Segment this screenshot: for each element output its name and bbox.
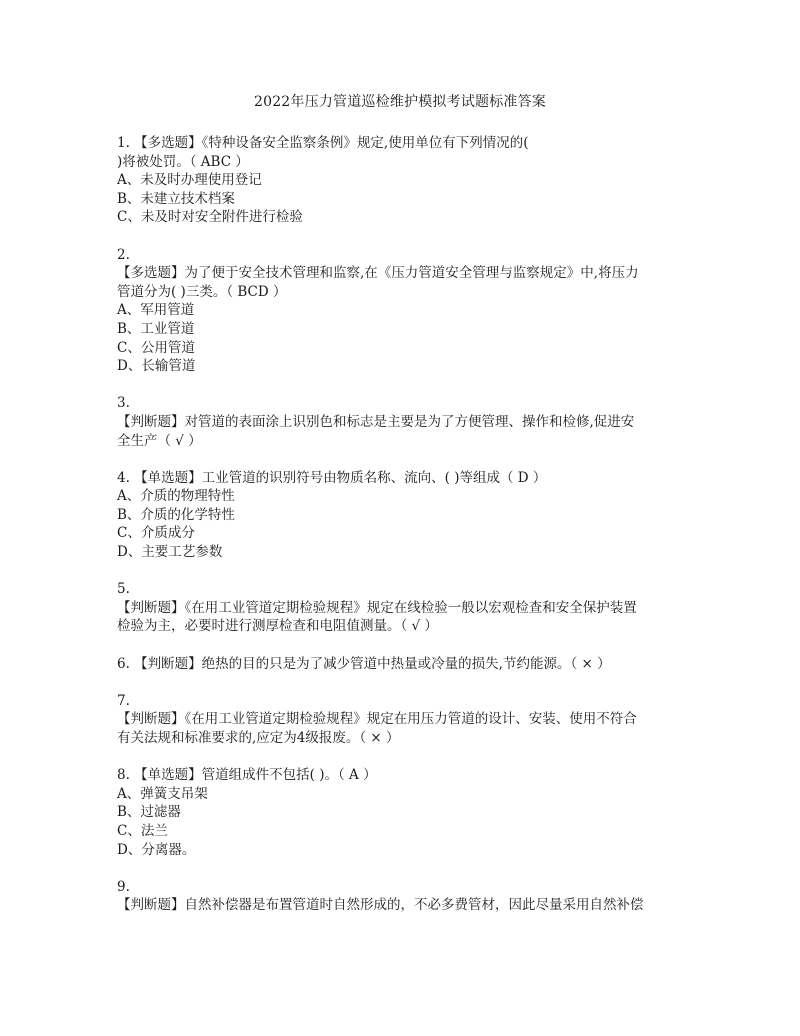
question-text: 管道分为( )三类。（ BCD ） <box>117 283 287 300</box>
question-text: 【判断题】《在用工业管道定期检验规程》规定在线检验一般以宏观检查和安全保护装置 <box>117 599 637 616</box>
option-b: B、未建立技术档案 <box>117 190 235 207</box>
question-text: 1. 【多选题】《特种设备安全监察条例》规定,使用单位有下列情况的( <box>117 135 529 151</box>
question-number: 9. <box>117 878 130 895</box>
option-c: C、介质成分 <box>117 525 195 542</box>
option-c: C、公用管道 <box>117 339 195 356</box>
question-text: 检验为主，必要时进行测厚检查和电阻值测量。（ √ ） <box>117 618 438 635</box>
question-6 <box>117 655 687 674</box>
option-a: A、未及时办理使用登记 <box>117 172 262 189</box>
document-title: 2022年压力管道巡检维护模拟考试题标准答案 <box>253 94 547 110</box>
question-4 <box>117 469 687 562</box>
question-number: 7. <box>117 692 130 709</box>
option-c: C、法兰 <box>117 822 168 839</box>
question-number: 2. <box>117 246 130 263</box>
question-text: 6. 【判断题】绝热的目的只是为了减少管道中热量或冷量的损失,节约能源。（ × ） <box>117 655 611 672</box>
option-b: B、过滤器 <box>117 804 181 821</box>
question-text: 8. 【单选题】管道组成件不包括( )。（ A ） <box>117 767 377 784</box>
option-b: B、工业管道 <box>117 320 195 337</box>
option-a: A、军用管道 <box>117 302 195 319</box>
question-text: 4. 【单选题】工业管道的识别符号由物质名称、流向、( )等组成（ D ） <box>117 469 547 486</box>
question-text: 【判断题】对管道的表面涂上识别色和标志是主要是为了方便管理、操作和检修,促进安 <box>117 413 635 430</box>
question-1 <box>117 134 687 227</box>
question-text: 有关法规和标准要求的,应定为4级报废。（ × ） <box>117 730 400 746</box>
question-text: 全生产（ √ ） <box>117 432 202 449</box>
question-text: 【判断题】《在用工业管道定期检验规程》规定在用压力管道的设计、安装、使用不符合 <box>117 711 637 728</box>
question-text: 【多选题】为了便于安全技术管理和监察,在《压力管道安全管理与监察规定》中,将压力 <box>117 265 639 282</box>
option-d: D、长输管道 <box>117 358 196 375</box>
question-9 <box>117 878 687 915</box>
option-b: B、介质的化学特性 <box>117 506 235 523</box>
question-text: )将被处罚。（ ABC ） <box>117 153 249 170</box>
option-a: A、弹簧支吊架 <box>117 785 208 802</box>
option-d: D、主要工艺参数 <box>117 544 223 561</box>
option-c: C、未及时对安全附件进行检验 <box>117 209 303 226</box>
question-number: 3. <box>117 395 130 412</box>
question-list <box>117 134 687 934</box>
question-number: 5. <box>117 581 130 598</box>
question-5 <box>117 580 687 636</box>
question-2 <box>117 246 687 376</box>
option-a: A、介质的物理特性 <box>117 488 235 505</box>
question-7 <box>117 692 687 748</box>
question-3 <box>117 394 687 450</box>
option-d: D、分离器。 <box>117 841 196 858</box>
question-text: 【判断题】自然补偿器是布置管道时自然形成的，不必多费管材，因此尽量采用自然补偿 <box>117 897 644 914</box>
question-8 <box>117 766 687 859</box>
